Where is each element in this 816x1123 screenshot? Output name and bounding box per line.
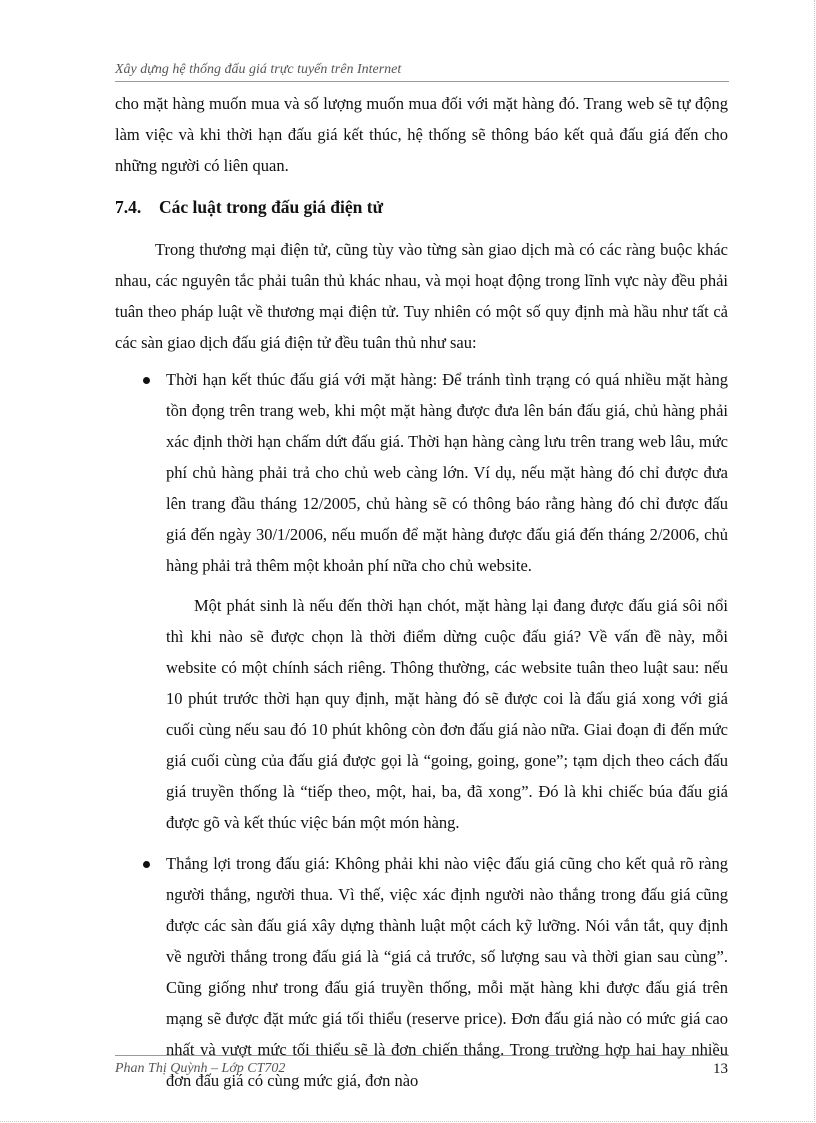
continued-paragraph: cho mặt hàng muốn mua và số lượng muốn mua đối với mặt hàng đó. Trang web sẽ tự động làm việc và khi thời hạn đấu giá kết thúc, hệ thống sẽ thông báo kết quả đấu giá đến cho những người có liên quan. xyxy=(115,94,728,175)
section-title: Các luật trong đấu giá điện tử xyxy=(159,197,384,217)
footer-author: Phan Thị Quỳnh – Lớp CT702 xyxy=(115,1061,286,1076)
bullet-text: Thời hạn kết thúc đấu giá với mặt hàng: Để tránh tình trạng có quá nhiều mặt hàng tồn đọng trên trang web, khi một mặt hàng được đưa lên bán đấu giá, chủ hàng phải xác định thời hạn chấm dứt đấu giá. Thời hạn hàng càng lưu trên trang web lâu, mức phí chủ hàng phải trả cho chủ web càng lớn. Ví dụ, nếu mặt hàng đó chỉ được đưa lên trang đầu tháng 12/2005, chủ hàng sẽ có thông báo rằng hàng đó chỉ được đấu giá đến ngày 30/1/2006, nếu muốn để mặt hàng được đấu giá đến tháng 2/2006, chủ hàng phải trả thêm một khoản phí nữa cho chủ website. xyxy=(166,370,728,575)
list-item xyxy=(115,848,728,1096)
section-number: 7.4. xyxy=(115,197,142,217)
running-header: Xây dựng hệ thống đấu giá trực tuyến trên Internet xyxy=(115,62,402,77)
rules-list xyxy=(115,364,728,1096)
header-divider xyxy=(115,81,729,82)
bullet-icon xyxy=(143,861,150,868)
bullet-icon xyxy=(143,377,150,384)
document-body xyxy=(115,88,728,1096)
page-number: 13 xyxy=(713,1061,728,1077)
bullet-text: Thắng lợi trong đấu giá: Không phải khi nào việc đấu giá cũng cho kết quả rõ ràng người thắng, người thua. Vì thế, việc xác định người nào thắng trong đấu giá cũng được các sàn đấu giá xây dựng thành luật một cách kỹ lưỡng. Nói vắn tắt, quy định về người thắng trong đấu giá là “giá cả trước, số lượng sau và thời gian sau cùng”. Cũng giống như trong đấu giá truyền thống, mỗi mặt hàng khi được đấu giá trên mạng sẽ được đặt mức giá tối thiểu (reserve price). Đơn đấu giá nào có mức giá cao nhất và vượt mức tối thiểu sẽ là đơn chiến thắng. Trong trường hợp hai hay nhiều đơn đấu giá có cùng mức giá, đơn nào xyxy=(166,854,728,1090)
section-heading xyxy=(115,192,728,222)
footer-divider xyxy=(115,1055,729,1056)
intro-paragraph: Trong thương mại điện tử, cũng tùy vào từng sàn giao dịch mà có các ràng buộc khác nhau, các nguyên tắc phải tuân thủ khác nhau, và mọi hoạt động trong lĩnh vực này đều phải tuân theo pháp luật về thương mại điện tử. Tuy nhiên có một số quy định mà hầu như tất cả các sàn giao dịch đấu giá điện tử đều tuân thủ như sau: xyxy=(115,240,728,352)
list-item xyxy=(115,364,728,838)
bullet-sub-paragraph: Một phát sinh là nếu đến thời hạn chót, mặt hàng lại đang được đấu giá sôi nổi thì khi nào sẽ được chọn là thời điểm dừng cuộc đấu giá? Về vấn đề này, mỗi website có một chính sách riêng. Thông thường, các website tuân theo luật sau: nếu 10 phút trước thời hạn quy định, mặt hàng đó sẽ được coi là đấu giá xong với giá cuối cùng nếu sau đó 10 phút không còn đơn đấu giá nào nữa. Giai đoạn đi đến mức giá cuối cùng của đấu giá được gọi là “going, going, gone”; tạm dịch theo cách đấu giá truyền thống là “tiếp theo, một, hai, ba, đã xong”. Đó là khi chiếc búa đấu giá được gõ và kết thúc việc bán một món hàng. xyxy=(166,596,728,832)
